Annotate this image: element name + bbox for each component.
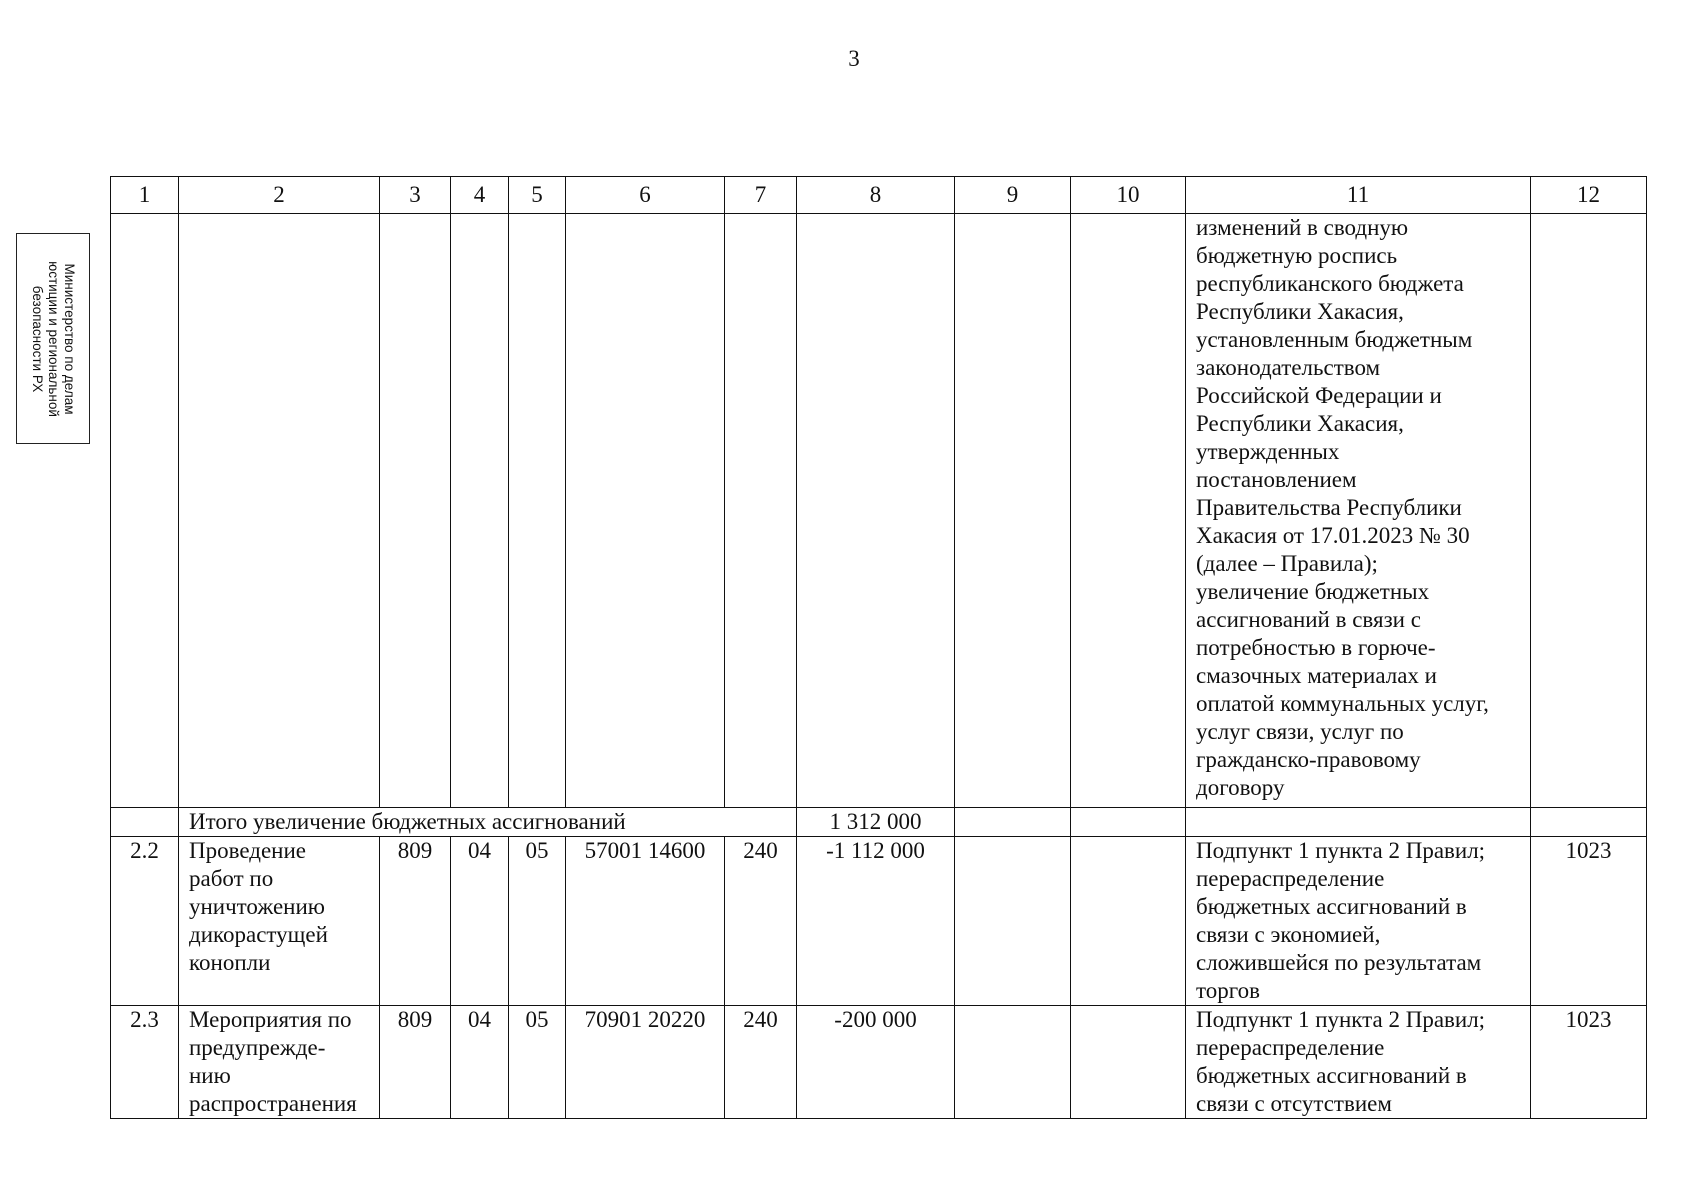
header-cell: 2 xyxy=(179,177,380,214)
cell-expense-type: 240 xyxy=(725,837,797,1006)
ministry-stamp xyxy=(16,233,90,444)
cell-col9 xyxy=(955,1006,1071,1119)
row-name: Мероприятия по предупрежде- нию распространения xyxy=(179,1006,380,1119)
header-cell: 12 xyxy=(1531,177,1647,214)
cell-target-article: 57001 14600 xyxy=(566,837,725,1006)
cell-ministry-code: 809 xyxy=(380,837,451,1006)
cell-subsection: 05 xyxy=(509,1006,566,1119)
row-name: Проведение работ по уничтожению дикорастущей конопли xyxy=(179,837,380,1006)
budget-table xyxy=(110,176,1647,1119)
header-cell: 5 xyxy=(509,177,566,214)
header-cell: 9 xyxy=(955,177,1071,214)
justification-cell: изменений в сводную бюджетную роспись республиканского бюджета Республики Хакасия, установленным бюджетным законодательством Российской Федерации и Республики Хакасия, утвержденных постановлением Правительства Республики Хакасия от 17.01.2023 № 30 (далее – Правила); увеличение бюджетных ассигнований в связи с потребностью в горюче- смазочных материалах и оплатой коммунальных услуг, услуг связи, услуг по гражданско-правовому договору xyxy=(1186,214,1531,808)
table-row xyxy=(111,1006,1647,1119)
table-row-continuation xyxy=(111,214,1647,808)
page-number: 3 xyxy=(848,46,860,71)
justification-cell: Подпункт 1 пункта 2 Правил; перераспределение бюджетных ассигнований в связи с отсутствием xyxy=(1186,1006,1531,1119)
cell-section: 04 xyxy=(451,837,509,1006)
total-amount: 1 312 000 xyxy=(797,808,955,837)
header-cell: 8 xyxy=(797,177,955,214)
cell-amount: -200 000 xyxy=(797,1006,955,1119)
row-number: 2.2 xyxy=(111,837,179,1006)
cell-target-article: 70901 20220 xyxy=(566,1006,725,1119)
cell-col9 xyxy=(955,837,1071,1006)
header-cell: 1 xyxy=(111,177,179,214)
cell-section: 04 xyxy=(451,1006,509,1119)
row-number: 2.3 xyxy=(111,1006,179,1119)
header-cell: 11 xyxy=(1186,177,1531,214)
header-cell: 7 xyxy=(725,177,797,214)
cell-col12: 1023 xyxy=(1531,1006,1647,1119)
stamp-text: Министерство по делам юстиции и региональной безопасности РХ xyxy=(30,260,77,417)
header-cell: 10 xyxy=(1071,177,1186,214)
header-cell: 3 xyxy=(380,177,451,214)
header-cell: 4 xyxy=(451,177,509,214)
cell-expense-type: 240 xyxy=(725,1006,797,1119)
table-header-row xyxy=(111,177,1647,214)
cell-ministry-code: 809 xyxy=(380,1006,451,1119)
cell-col12: 1023 xyxy=(1531,837,1647,1006)
table-row-total xyxy=(111,808,1647,837)
table-row xyxy=(111,837,1647,1006)
cell-subsection: 05 xyxy=(509,837,566,1006)
justification-cell: Подпункт 1 пункта 2 Правил; перераспределение бюджетных ассигнований в связи с экономией, сложившейся по результатам торгов xyxy=(1186,837,1531,1006)
header-cell: 6 xyxy=(566,177,725,214)
total-label: Итого увеличение бюджетных ассигнований xyxy=(179,808,797,837)
cell-amount: -1 112 000 xyxy=(797,837,955,1006)
cell-col10 xyxy=(1071,1006,1186,1119)
cell-col10 xyxy=(1071,837,1186,1006)
